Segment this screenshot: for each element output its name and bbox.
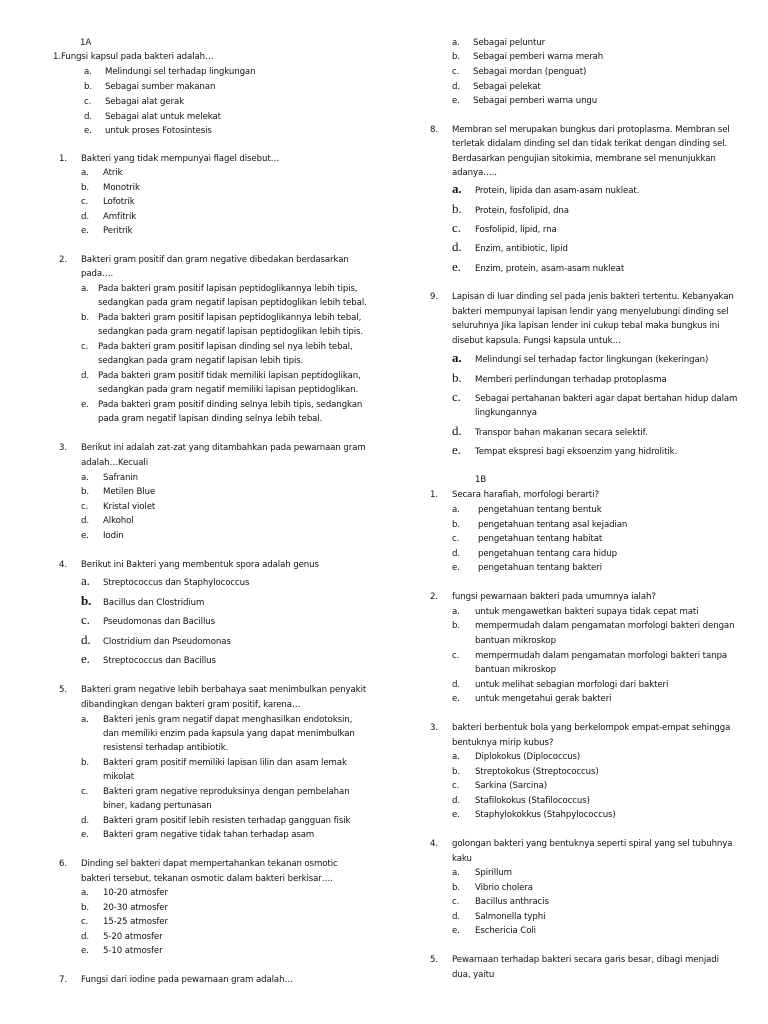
q6-option-letter: e.: [81, 946, 89, 956]
q1-option-letter: d.: [81, 212, 89, 222]
q2-option-letter: d.: [81, 371, 89, 381]
q4-option-letter: e.: [81, 651, 90, 666]
q3-option-letter: c.: [81, 502, 89, 512]
b1-option-letter: a.: [452, 505, 460, 515]
q2-option-line: Pada bakteri gram positif tidak memiliki lapisan peptidoglikan,: [98, 371, 361, 381]
q9-option-letter: a.: [452, 350, 462, 365]
q8-option-text: Fosfolipid, lipid, rna: [475, 225, 557, 235]
q2-option-line: sedangkan pada gram negatif lapisan lebih tipis.: [98, 356, 304, 366]
q5-option-line: Bakteri gram positif memiliki lapisan lilin dan asam lemak: [103, 758, 347, 768]
b3-number: 3.: [430, 723, 438, 733]
q9-option-letter: b.: [452, 370, 462, 385]
q1-option-letter: c.: [81, 197, 89, 207]
q4-option-text: Pseudomonas dan Bacillus: [103, 617, 215, 627]
q9-question-line: Lapisan di luar dinding sel pada jenis bakteri tertentu. Kebanyakan: [452, 292, 734, 302]
q5-option-line: mikolat: [103, 772, 135, 782]
b3-option-text: Stafilokokus (Stafilococcus): [475, 796, 590, 806]
q4-option-letter: a.: [81, 573, 90, 588]
b1-option-text: pengetahuan tentang bentuk: [478, 505, 602, 515]
b2-question: fungsi pewarnaan bakteri pada umumnya ialah?: [452, 592, 656, 602]
b3-option-letter: b.: [452, 767, 460, 777]
q0-1a-option-letter: a.: [84, 67, 92, 77]
q7-option-letter: b.: [452, 52, 460, 62]
q3-option-letter: e.: [81, 531, 89, 541]
q7-question: Fungsi dari iodine pada pewarnaan gram adalah…: [81, 975, 293, 985]
b4-option-text: Salmonella typhi: [475, 912, 546, 922]
q3-question-line: adalah…Kecuali: [81, 458, 148, 468]
q2-option-line: Pada bakteri gram positif lapisan peptidoglikannya lebih tebal,: [98, 313, 362, 323]
b1-option-text: pengetahuan tentang bakteri: [478, 563, 602, 573]
b1-option-letter: d.: [452, 549, 460, 559]
b2-option-line: mempermudah dalam pengamatan morfologi bakteri dengan: [475, 621, 735, 631]
q6-option-text: 20-30 atmosfer: [103, 903, 168, 913]
q2-option-line: Pada bakteri gram positif dinding selnya lebih tipis, sedangkan: [98, 400, 363, 410]
q7-option-text: Sebagai pelekat: [473, 82, 541, 92]
q7-number: 7.: [59, 975, 67, 985]
q1-option-text: Atrik: [103, 168, 123, 178]
b5-question-line: Pewarnaan terhadap bakteri secara garis besar, dibagi menjadi: [452, 955, 719, 965]
q8-number: 8.: [430, 125, 438, 135]
q5-question-line: Bakteri gram negative lebih berbahaya saat menimbulkan penyakit: [81, 685, 367, 695]
q4-option-letter: b.: [81, 593, 92, 608]
q7-option-letter: e.: [452, 96, 460, 106]
b4-option-letter: e.: [452, 926, 460, 936]
q4-number: 4.: [59, 560, 67, 570]
b2-option-letter: b.: [452, 621, 460, 631]
q0-1a-option-text: Sebagai sumber makanan: [105, 82, 216, 92]
q6-option-letter: b.: [81, 903, 89, 913]
q5-option-line: resistensi terhadap antibiotik.: [103, 743, 229, 753]
q6-number: 6.: [59, 859, 67, 869]
q5-option-line: biner, kadang pertunasan: [103, 801, 212, 811]
q9-option-line: Transpor bahan makanan secara selektif.: [475, 428, 648, 438]
q9-option-line: Sebagai pertahanan bakteri agar dapat bertahan hidup dalam: [475, 394, 738, 404]
b4-option-letter: c.: [452, 897, 460, 907]
q8-option-text: Protein, lipida dan asam-asam nukleat.: [475, 186, 640, 196]
b3-option-text: Diplokokus (Diplococcus): [475, 752, 581, 762]
q9-option-line: Memberi perlindungan terhadap protoplasma: [475, 375, 667, 385]
section-title-1a: 1A: [80, 38, 92, 48]
q9-option-letter: c.: [452, 389, 461, 404]
b1-option-letter: c.: [452, 534, 460, 544]
q7-option-letter: c.: [452, 67, 460, 77]
section-title-1b: 1B: [475, 475, 487, 485]
b2-option-line: untuk mengetahui gerak bakteri: [475, 694, 612, 704]
q9-option-letter: d.: [452, 423, 462, 438]
q5-option-letter: c.: [81, 787, 89, 797]
b1-option-text: pengetahuan tentang habitat: [478, 534, 603, 544]
q3-option-letter: d.: [81, 516, 89, 526]
b2-option-line: mempermudah dalam pengamatan morfologi bakteri tanpa: [475, 651, 727, 661]
q7-option-text: Sebagai pemberi warna ungu: [473, 96, 598, 106]
q0-1a-option-text: Sebagai alat gerak: [105, 97, 185, 107]
q5-option-line: dan memiliki enzim pada kapsula yang dapat menimbulkan: [103, 729, 355, 739]
q1-option-letter: b.: [81, 183, 89, 193]
b1-option-text: pengetahuan tentang asal kejadian: [478, 520, 628, 530]
q8-question-line: Membran sel merupakan bungkus dari protoplasma. Membran sel: [452, 125, 730, 135]
q1-number: 1.: [59, 154, 67, 164]
q4-option-text: Streptococcus dan Staphylococcus: [103, 578, 250, 588]
b3-option-text: Staphylokokkus (Stahpylococcus): [475, 810, 616, 820]
q0-1a-option-text: Sebagai alat untuk melekat: [105, 112, 221, 122]
q0-1a-option-text: Melindungi sel terhadap lingkungan: [105, 67, 256, 77]
q9-question-line: bakteri mempunyai lapisan lendir yang menyelubungi dinding sel: [452, 307, 729, 317]
q2-option-line: sedangkan pada gram negatif memiliki lapisan peptidoglikan.: [98, 385, 359, 395]
q4-option-text: Bacillus dan Clostridium: [103, 598, 205, 608]
b2-option-letter: c.: [452, 651, 460, 661]
b3-option-text: Sarkina (Sarcina): [475, 781, 547, 791]
b2-option-line: untuk mengawetkan bakteri supaya tidak cepat mati: [475, 607, 699, 617]
b5-number: 5.: [430, 955, 438, 965]
b3-option-letter: d.: [452, 796, 460, 806]
q9-option-line: Melindungi sel terhadap factor lingkungan (kekeringan): [475, 355, 709, 365]
q8-option-text: Protein, fosfolipid, dna: [475, 206, 569, 216]
q9-number: 9.: [430, 292, 438, 302]
q1-option-letter: a.: [81, 168, 89, 178]
b1-option-letter: e.: [452, 563, 460, 573]
q5-option-line: Bakteri gram negative tidak tahan terhadap asam: [103, 830, 315, 840]
q1-question: Bakteri yang tidak mempunyai flagel disebut…: [81, 154, 280, 164]
q0-1a-option-letter: d.: [84, 112, 92, 122]
q0-1a-option-letter: b.: [84, 82, 92, 92]
b4-question-line: golongan bakteri yang bentuknya seperti spiral yang sel tubuhnya: [452, 839, 733, 849]
q4-option-letter: d.: [81, 632, 91, 647]
q0-1a-option-letter: c.: [84, 97, 92, 107]
q6-option-text: 5-20 atmosfer: [103, 932, 163, 942]
b4-number: 4.: [430, 839, 438, 849]
b1-number: 1.: [430, 490, 438, 500]
q5-option-letter: a.: [81, 715, 89, 725]
b4-option-text: Vibrio cholera: [475, 883, 533, 893]
b1-question: Secara harafiah, morfologi berarti?: [452, 490, 599, 500]
q1-option-text: Monotrik: [103, 183, 140, 193]
b2-option-line: bantuan mikroskop: [475, 636, 556, 646]
q8-question-line: terletak didalam dinding sel dan tidak terikat dengan dinding sel.: [452, 139, 728, 149]
q8-option-text: Enzim, protein, asam-asam nukleat: [475, 264, 625, 274]
b4-option-text: Eschericia Coli: [475, 926, 536, 936]
q3-option-letter: b.: [81, 487, 89, 497]
q4-question: Berikut ini Bakteri yang membentuk spora adalah genus: [81, 560, 319, 570]
q3-option-text: Iodin: [103, 531, 124, 541]
b3-option-letter: a.: [452, 752, 460, 762]
q2-option-letter: c.: [81, 342, 89, 352]
q0-1a-question: 1.Fungsi kapsul pada bakteri adalah…: [53, 52, 214, 62]
b4-option-text: Bacillus anthracis: [475, 897, 549, 907]
q8-question-line: Berdasarkan pengujian sitokimia, membrane sel menunjukkan: [452, 154, 716, 164]
b4-option-letter: b.: [452, 883, 460, 893]
q3-option-text: Alkohol: [103, 516, 134, 526]
q3-question-line: Berikut ini adalah zat-zat yang ditambahkan pada pewarnaan gram: [81, 443, 366, 453]
q4-option-letter: c.: [81, 612, 90, 627]
q8-option-text: Enzim, antibiotic, lipid: [475, 244, 568, 254]
q3-option-text: Metilen Blue: [103, 487, 156, 497]
q0-1a-option-text: untuk proses Fotosintesis: [105, 126, 212, 136]
q9-option-line: Tempat ekspresi bagi eksoenzim yang hidrolitik.: [475, 447, 678, 457]
q3-option-text: Kristal violet: [103, 502, 156, 512]
q2-option-letter: b.: [81, 313, 89, 323]
q3-option-letter: a.: [81, 473, 89, 483]
q5-option-line: Bakteri gram positif lebih resisten terhadap gangguan fisik: [103, 816, 351, 826]
q8-option-letter: d.: [452, 239, 462, 254]
q2-option-letter: a.: [81, 284, 89, 294]
q5-option-letter: b.: [81, 758, 89, 768]
q6-question-line: Dinding sel bakteri dapat mempertahankan tekanan osmotic: [81, 859, 338, 869]
q2-option-line: Pada bakteri gram positif lapisan peptidoglikannya lebih tipis,: [98, 284, 358, 294]
q4-option-text: Streptococcus dan Bacillus: [103, 656, 216, 666]
q2-option-line: sedangkan pada gram negatif lapisan peptidoglikan lebih tipis.: [98, 327, 364, 337]
q8-option-letter: e.: [452, 259, 461, 274]
q8-question-line: adanya…..: [452, 168, 497, 178]
q0-1a-option-letter: e.: [84, 126, 92, 136]
b4-option-letter: d.: [452, 912, 460, 922]
q6-option-text: 15-25 atmosfer: [103, 917, 168, 927]
q2-option-letter: e.: [81, 400, 89, 410]
q5-question-line: dibandingkan dengan bakteri gram positif, karena…: [81, 700, 301, 710]
q7-option-text: Sebagai peluntur: [473, 38, 546, 48]
q8-option-letter: b.: [452, 201, 462, 216]
q2-question-line: Bakteri gram positif dan gram negative dibedakan berdasarkan: [81, 255, 349, 265]
b2-option-letter: e.: [452, 694, 460, 704]
b2-option-letter: a.: [452, 607, 460, 617]
q7-option-text: Sebagai pemberi warna merah: [473, 52, 604, 62]
q6-question-line: bakteri tersebut, tekanan osmotic dalam bakteri berkisar….: [81, 874, 333, 884]
q5-option-line: Bakteri jenis gram negatif dapat menghasilkan endotoksin,: [103, 715, 353, 725]
b1-option-letter: b.: [452, 520, 460, 530]
b2-option-line: bantuan mikroskop: [475, 665, 556, 675]
q6-option-text: 5-10 atmosfer: [103, 946, 163, 956]
q8-option-letter: c.: [452, 220, 461, 235]
b2-number: 2.: [430, 592, 438, 602]
q1-option-text: Lofotrik: [103, 197, 135, 207]
q1-option-letter: e.: [81, 226, 89, 236]
b3-question-line: bentuknya mirip kubus?: [452, 738, 554, 748]
q7-option-letter: a.: [452, 38, 460, 48]
q6-option-letter: a.: [81, 888, 89, 898]
q7-option-letter: d.: [452, 82, 460, 92]
b4-option-text: Spirillum: [475, 868, 512, 878]
q8-option-letter: a.: [452, 181, 462, 196]
b3-option-text: Streptokokus (Streptococcus): [475, 767, 599, 777]
q5-option-line: Bakteri gram negative reproduksinya dengan pembelahan: [103, 787, 350, 797]
q5-number: 5.: [59, 685, 67, 695]
q2-question-line: pada….: [81, 269, 114, 279]
q6-option-text: 10-20 atmosfer: [103, 888, 168, 898]
b3-question-line: bakteri berbentuk bola yang berkelompok empat-empat sehingga: [452, 723, 731, 733]
q4-option-text: Clostridium dan Pseudomonas: [103, 637, 231, 647]
q6-option-letter: d.: [81, 932, 89, 942]
b2-option-line: untuk melihat sebagian morfologi dari bakteri: [475, 680, 669, 690]
b4-question-line: kaku: [452, 854, 472, 864]
q9-question-line: disebut kapsula. Fungsi kapsula untuk…: [452, 336, 621, 346]
b5-question-line: dua, yaitu: [452, 970, 495, 980]
q1-option-text: Peritrik: [103, 226, 133, 236]
q6-option-letter: c.: [81, 917, 89, 927]
q2-option-line: pada gram negatif lapisan dinding selnya lebih tebal.: [98, 414, 323, 424]
q3-number: 3.: [59, 443, 67, 453]
q9-question-line: seluruhnya Jika lapisan lender ini cukup tebal maka bungkus ini: [452, 321, 720, 331]
q1-option-text: Amfitrik: [103, 212, 137, 222]
b1-option-text: pengetahuan tentang cara hidup: [478, 549, 617, 559]
b3-option-letter: c.: [452, 781, 460, 791]
q5-option-letter: d.: [81, 816, 89, 826]
q3-option-text: Safranin: [103, 473, 139, 483]
b4-option-letter: a.: [452, 868, 460, 878]
q2-number: 2.: [59, 255, 67, 265]
b3-option-letter: e.: [452, 810, 460, 820]
q2-option-line: sedangkan pada gram negatif lapisan peptidoglikan lebih tebal.: [98, 298, 367, 308]
q7-option-text: Sebagai mordan (penguat): [473, 67, 587, 77]
q9-option-letter: e.: [452, 442, 461, 457]
q2-option-line: Pada bakteri gram positif lapisan dinding sel nya lebih tebal,: [98, 342, 353, 352]
q9-option-line: lingkungannya: [475, 408, 537, 418]
q5-option-letter: e.: [81, 830, 89, 840]
b2-option-letter: d.: [452, 680, 460, 690]
